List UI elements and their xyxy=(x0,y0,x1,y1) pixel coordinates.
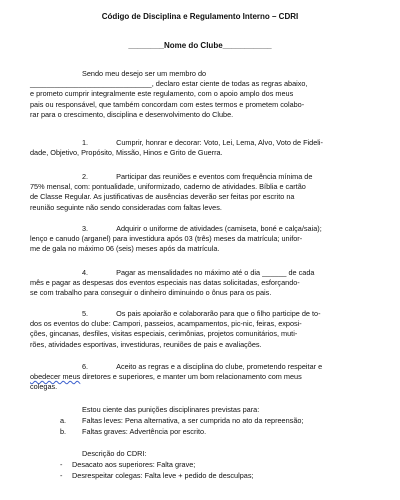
item-number: 1. xyxy=(82,138,89,147)
item-text: rões, atividades esportivas, investiduras, reuniões de pais e avaliações. xyxy=(30,339,262,349)
item-text: se com trabalho para conseguir o dinheiro diminuindo o ônus para os pais. xyxy=(30,288,272,298)
underlined-phrase: obedecer meus xyxy=(30,372,81,382)
item-text: dade, Objetivo, Propósito, Missão, Hinos e Grito de Guerra. xyxy=(30,148,223,158)
penalty-marker: b. xyxy=(60,427,67,436)
item-text: Os pais apoiarão e colaborarão para que o filho participe de to- xyxy=(116,309,321,318)
item-text: 75% mensal, com: pontualidade, uniformizado, caderno de atividades. Bíblia e cartão xyxy=(30,182,306,192)
item-text: me de gala no máximo 06 (seis) meses após da matrícula. xyxy=(30,244,220,254)
item-text: de Classe Regular. As justificativas de ausências deverão ser feitas por escrito na xyxy=(30,192,295,202)
item-text: Adquirir o uniforme de atividades (camiseta, boné e calça/saia); xyxy=(116,224,322,233)
cdri-heading: Descrição do CDRI: xyxy=(82,449,147,458)
intro-line: Sendo meu desejo ser um membro do xyxy=(82,69,207,78)
item-text: Pagar as mensalidades no máximo até o dia ______ de cada xyxy=(116,268,315,277)
item-text: Aceito as regras e a disciplina do clube, prometendo respeitar e xyxy=(116,362,323,371)
penalty-marker: a. xyxy=(60,416,67,425)
cdri-text: Desrespeitar colegas: Falta leve + pedido de desculpas; xyxy=(72,471,254,480)
item-text: diretores e superiores, e manter um bom relacionamento com meus xyxy=(80,372,302,382)
club-name-line: ________Nome do Clube___________ xyxy=(128,41,272,50)
intro-line: e prometo cumprir integralmente este regulamento, com o apoio amplo dos meus xyxy=(30,89,294,99)
rule-item-5 xyxy=(30,309,370,350)
penalties-intro: Estou ciente das punições disciplinares previstas para: xyxy=(82,405,260,414)
rule-item-6 xyxy=(30,362,370,393)
document-title: Código de Disciplina e Regulamento Interno – CDRI xyxy=(101,12,299,21)
intro-paragraph xyxy=(30,69,370,120)
item-number: 4. xyxy=(82,268,89,277)
item-number: 6. xyxy=(82,362,89,371)
item-number: 5. xyxy=(82,309,89,318)
intro-line: ______________________________, declaro estar ciente de todas as regras abaixo, xyxy=(30,79,308,89)
item-text: dos os eventos do clube: Campori, passeios, acampamentos, pic-nic, feiras, exposi- xyxy=(30,319,302,329)
item-text: colegas. xyxy=(30,382,58,392)
item-text: Participar das reuniões e eventos com frequência mínima de xyxy=(116,172,313,181)
item-number: 2. xyxy=(82,172,89,181)
item-text: Cumprir, honrar e decorar: Voto, Lei, Lema, Alvo, Voto de Fideli- xyxy=(116,138,323,147)
rule-item-2 xyxy=(30,172,370,213)
intro-line: rar para o crescimento, disciplina e desenvolvimento do Clube. xyxy=(30,109,234,119)
cdri-marker: - xyxy=(60,460,63,469)
cdri-marker: - xyxy=(60,471,63,480)
rule-item-1 xyxy=(30,138,370,158)
rule-item-3 xyxy=(30,224,370,255)
item-text: reunião seguinte não sendo consideradas com faltas leves. xyxy=(30,202,222,212)
item-number: 3. xyxy=(82,224,89,233)
rule-item-4 xyxy=(30,268,370,299)
intro-line: pais ou responsável, que também concordam com estes termos e prometem colabo- xyxy=(30,99,305,109)
item-text: mês e pagar as despesas dos eventos especiais nas datas solicitadas, esforçando- xyxy=(30,278,300,288)
cdri-text: Desacato aos superiores: Falta grave; xyxy=(72,460,196,469)
item-text: lenço e canudo (arganel) para investidura após 03 (três) meses da matrícula; unifor- xyxy=(30,234,303,244)
item-text: ções, gincanas, desfiles, visitas especiais, cerimônias, projetos comunitários, muti- xyxy=(30,329,298,339)
penalty-text: Faltas leves: Pena alternativa, a ser cumprida no ato da repreensão; xyxy=(82,416,304,425)
penalty-text: Faltas graves: Advertência por escrito. xyxy=(82,427,207,436)
